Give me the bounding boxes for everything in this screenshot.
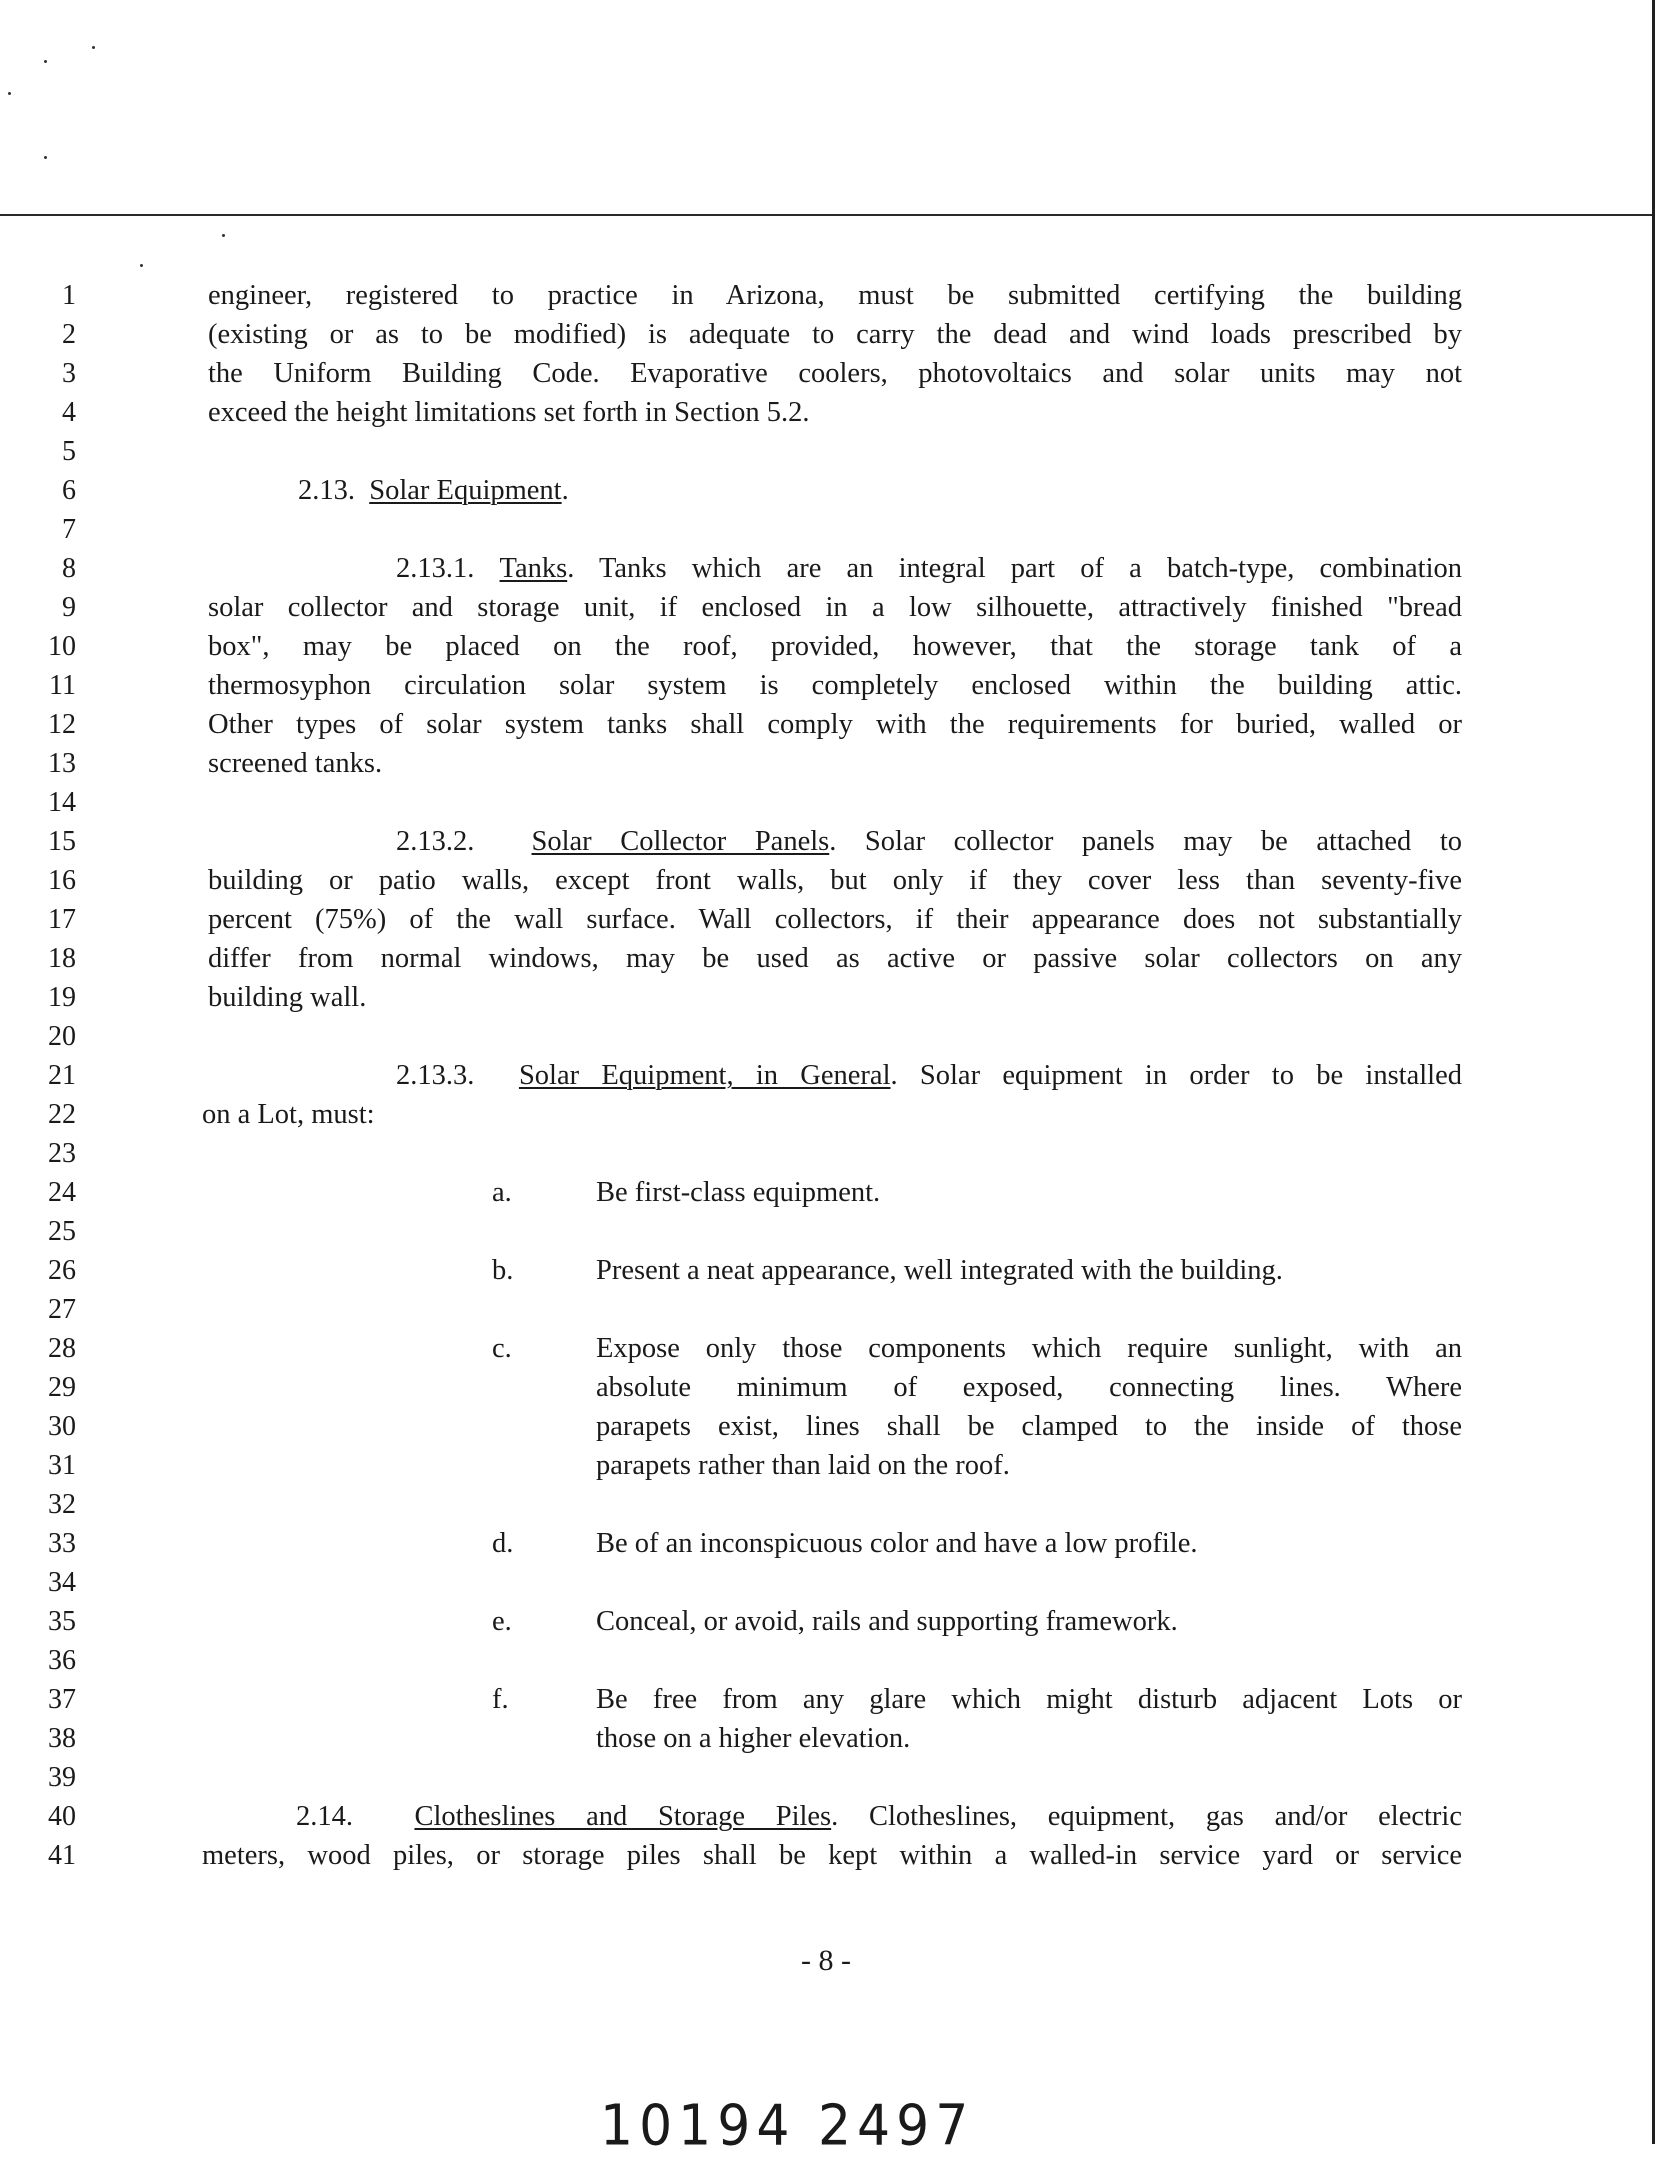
- line-number: 4: [62, 397, 76, 428]
- list-item-text: Conceal, or avoid, rails and supporting framework.: [596, 1606, 1178, 1637]
- line-number: 25: [48, 1216, 76, 1247]
- line-number: 33: [48, 1528, 76, 1559]
- list-item-text: Present a neat appearance, well integrated with the building.: [596, 1255, 1283, 1286]
- line-number: 18: [48, 943, 76, 974]
- line-number: 9: [62, 592, 76, 623]
- section-heading-2-13: [298, 477, 569, 505]
- body-text-line: engineer, registered to practice in Arizona, must be submitted certifying the building: [208, 280, 1462, 311]
- line-number: 17: [48, 904, 76, 935]
- section-title: Solar Equipment: [369, 475, 562, 506]
- body-text-line: box", may be placed on the roof, provided, however, that the storage tank of a: [208, 631, 1462, 662]
- line-number: 24: [48, 1177, 76, 1208]
- line-number: 31: [48, 1450, 76, 1481]
- subsection-2-13-3-first-line: [396, 1062, 1462, 1090]
- line-number: 8: [62, 553, 76, 584]
- body-text: . Solar equipment in order to be installed: [890, 1060, 1462, 1091]
- body-text-line: on a Lot, must:: [202, 1099, 375, 1130]
- body-text-line: thermosyphon circulation solar system is completely enclosed within the building attic.: [208, 670, 1462, 701]
- section-title: Tanks: [499, 553, 568, 584]
- body-text-line: building wall.: [208, 982, 367, 1013]
- line-number: 22: [48, 1099, 76, 1130]
- line-number: 10: [48, 631, 76, 662]
- body-text-line: differ from normal windows, may be used as active or passive solar collectors on any: [208, 943, 1462, 974]
- scan-top-rule: [0, 214, 1652, 216]
- line-number: 32: [48, 1489, 76, 1520]
- body-text-line: (existing or as to be modified) is adequate to carry the dead and wind loads prescribed by: [208, 319, 1462, 350]
- line-number: 39: [48, 1762, 76, 1793]
- line-number: 29: [48, 1372, 76, 1403]
- list-item-text: those on a higher elevation.: [596, 1723, 911, 1754]
- line-number: 34: [48, 1567, 76, 1598]
- line-number: 6: [62, 475, 76, 506]
- section-number: 2.13.: [298, 475, 355, 506]
- line-number: 15: [48, 826, 76, 857]
- list-item-text: parapets rather than laid on the roof.: [596, 1450, 1010, 1481]
- list-item-text: Be free from any glare which might disturb adjacent Lots or: [596, 1684, 1462, 1715]
- line-number: 13: [48, 748, 76, 779]
- body-text-line: exceed the height limitations set forth in Section 5.2.: [208, 397, 810, 428]
- list-item-text: parapets exist, lines shall be clamped to the inside of those: [596, 1411, 1462, 1442]
- line-number: 14: [48, 787, 76, 818]
- body-text-line: screened tanks.: [208, 748, 383, 779]
- scan-speck: [44, 60, 47, 63]
- list-item-text: absolute minimum of exposed, connecting lines. Where: [596, 1372, 1462, 1403]
- line-number: 2: [62, 319, 76, 350]
- section-title: Solar Collector Panels: [531, 826, 830, 857]
- list-item-label: c.: [492, 1333, 512, 1364]
- list-item-label: e.: [492, 1606, 512, 1637]
- body-text-line: the Uniform Building Code. Evaporative coolers, photovoltaics and solar units may not: [208, 358, 1462, 389]
- list-item-label: b.: [492, 1255, 514, 1286]
- line-number: 3: [62, 358, 76, 389]
- body-text-line: percent (75%) of the wall surface. Wall collectors, if their appearance does not substantially: [208, 904, 1462, 935]
- section-number: 2.13.3.: [396, 1060, 475, 1091]
- section-number: 2.13.1.: [396, 553, 475, 584]
- subsection-2-13-1-first-line: [396, 555, 1462, 583]
- recording-stamp: 10194 2497: [600, 2093, 975, 2158]
- body-text-line: building or patio walls, except front walls, but only if they cover less than seventy-five: [208, 865, 1462, 896]
- line-number: 30: [48, 1411, 76, 1442]
- line-number: 23: [48, 1138, 76, 1169]
- line-number: 20: [48, 1021, 76, 1052]
- scan-speck: [222, 234, 225, 237]
- list-item-label: d.: [492, 1528, 514, 1559]
- body-text-line: Other types of solar system tanks shall comply with the requirements for buried, walled or: [208, 709, 1462, 740]
- line-number: 37: [48, 1684, 76, 1715]
- list-item-text: Be first-class equipment.: [596, 1177, 881, 1208]
- line-number: 26: [48, 1255, 76, 1286]
- section-title: Clotheslines and Storage Piles: [414, 1801, 832, 1832]
- list-item-label: f.: [492, 1684, 509, 1715]
- line-number: 35: [48, 1606, 76, 1637]
- section-title: Solar Equipment, in General: [518, 1060, 891, 1091]
- line-number: 1: [62, 280, 76, 311]
- line-number: 19: [48, 982, 76, 1013]
- line-number: 11: [49, 670, 76, 701]
- body-text-line: solar collector and storage unit, if enclosed in a low silhouette, attractively finished "bread: [208, 592, 1462, 623]
- line-number: 7: [62, 514, 76, 545]
- body-text-line: meters, wood piles, or storage piles shall be kept within a walled-in service yard or service: [202, 1840, 1462, 1871]
- line-number: 38: [48, 1723, 76, 1754]
- line-number: 21: [48, 1060, 76, 1091]
- heading-period: .: [561, 475, 569, 506]
- body-text: . Solar collector panels may be attached to: [829, 826, 1463, 857]
- section-number: 2.14.: [296, 1801, 353, 1832]
- scan-speck: [44, 156, 47, 159]
- subsection-2-13-2-first-line: [396, 828, 1462, 856]
- line-number: 12: [48, 709, 76, 740]
- line-number: 36: [48, 1645, 76, 1676]
- line-number: 5: [62, 436, 76, 467]
- scan-speck: [92, 46, 95, 49]
- scan-speck: [8, 92, 11, 95]
- page-number: - 8 -: [801, 1944, 851, 1977]
- scan-speck: [140, 264, 143, 267]
- line-number: 40: [48, 1801, 76, 1832]
- body-text: . Clotheslines, equipment, gas and/or electric: [831, 1801, 1462, 1832]
- list-item-text: Expose only those components which require sunlight, with an: [596, 1333, 1462, 1364]
- scan-right-edge: [1652, 0, 1655, 2144]
- line-number: 16: [48, 865, 76, 896]
- line-number: 41: [48, 1840, 76, 1871]
- body-text: . Tanks which are an integral part of a batch-type, combination: [567, 553, 1462, 584]
- section-number: 2.13.2.: [396, 826, 475, 857]
- line-number: 27: [48, 1294, 76, 1325]
- list-item-label: a.: [492, 1177, 512, 1208]
- list-item-text: Be of an inconspicuous color and have a low profile.: [596, 1528, 1198, 1559]
- section-2-14-first-line: [296, 1803, 1462, 1831]
- line-number: 28: [48, 1333, 76, 1364]
